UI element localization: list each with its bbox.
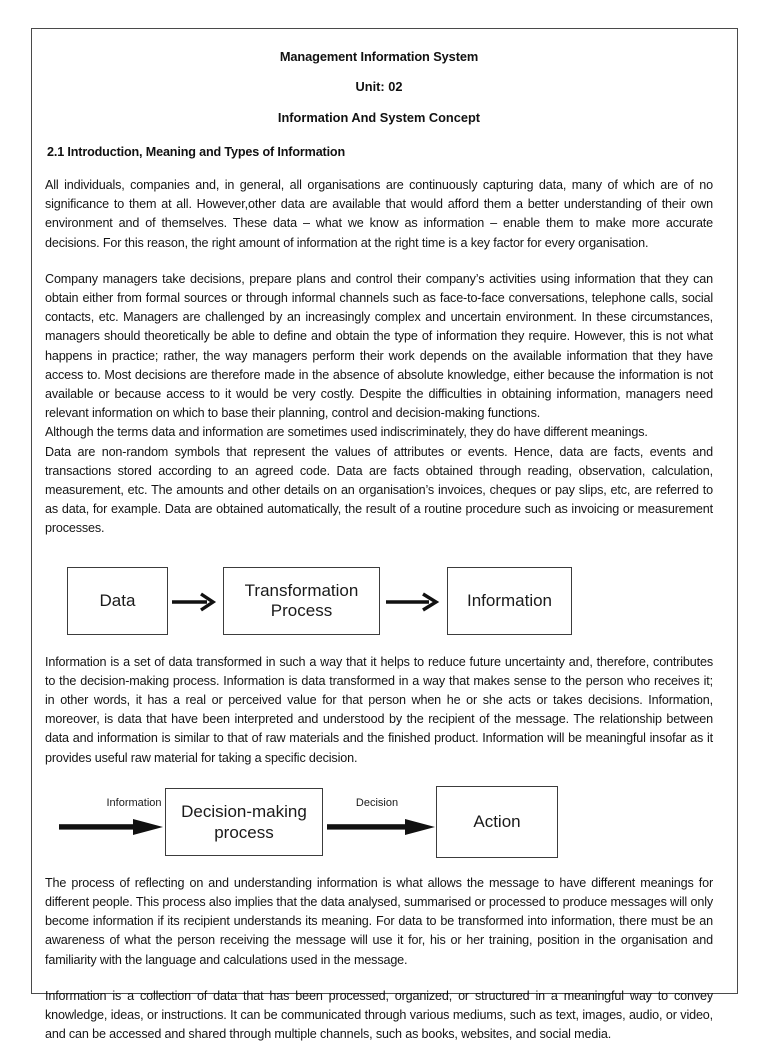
- paragraph-4: Data are non-random symbols that represent the values of attributes or events. Hence, data are facts, events and transactions stored according to an agreed code. Data are facts obtained through reading, observation, calculation, measurement, etc. The amounts and other details on an organisation’s invoices, cheques or pay slips, etc, are referred to as data, for example. Data are obtained automatically, the result of a routine procedure such as invoicing or measurement processes.: [45, 444, 713, 536]
- decision-making-flow-diagram: [45, 782, 713, 874]
- diagram2-box-decision-making-process: [165, 788, 323, 856]
- paragraph-2: Company managers take decisions, prepare plans and control their company’s activities using information that they can obtain either from formal sources or through informal channels such as face-to-face conversations, telephone calls, social contacts, etc. Managers are challenged by an increasingly complex and uncertain environment. In these circumstances, managers should theoretically be able to define and obtain the type of information they require. However, this is not what happens in practice; rather, the way managers perform their work depends on the available information that they have access to. Most decisions are therefore made in the absence of absolute knowledge, either because the information is not available or because access to it would be very costly. Despite the difficulties in obtaining information, managers need relevant information on which to base their planning, control and decision-making functions.: [45, 271, 713, 421]
- paragraph-1: All individuals, companies and, in general, all organisations are continuously capturing data, many of which are of no significance to them at all. However,other data are available that would afford them a better understanding of their own environment and of themselves. These data – what we know as information – enable them to make more accurate decisions. For this reason, the right amount of information at the right time is a key factor for every organisation.: [45, 177, 713, 250]
- document-unit: Unit: 02: [355, 78, 403, 94]
- data-transformation-flow-diagram: [45, 553, 713, 653]
- spacer: [45, 253, 713, 270]
- paragraph-3: Although the terms data and information are sometimes used indiscriminately, they do have different meanings.: [45, 425, 648, 440]
- diagram1-box-transformation-process: [223, 567, 380, 635]
- arrow-right-icon: [385, 591, 443, 613]
- paragraph-7: Information is a collection of data that has been processed, organized, or structured in a meaningful way to convey knowledge, ideas, or instructions. It can be communicated through various mediums, such as text, images, audio, or video, and can be accessed and shared through multiple channels, such as books, websites, and social media.: [45, 988, 713, 1042]
- spacer: [45, 159, 713, 176]
- document-chapter-title: Information And System Concept: [277, 109, 481, 125]
- paragraph-6: The process of reflecting on and understanding information is what allows the message to have different meanings for different people. This process also implies that the data analysed, summarised or processed to produce messages will only become information if its recipient understands its meaning. For data to be transformed into information, there must be an awareness of what the person receiving the message will use it for, his or her training, position in the organisation and familiarity with the language and calculations used in the message.: [45, 875, 713, 967]
- section-heading: 2.1 Introduction, Meaning and Types of Information: [47, 145, 346, 160]
- page-content: [45, 41, 713, 1044]
- document-title: Management Information System: [279, 49, 479, 64]
- diagram2-box-action: Action: [436, 786, 558, 858]
- paragraph-5: Information is a set of data transformed in such a way that it helps to reduce future uncertainty and, therefore, contributes to the decision-making process. Information is data transformed in a way that makes sense to the person who receives it; in other words, it has a real or perceived value for that person when he or she acts or takes decisions. Information, moreover, is data that have been interpreted and understood by the recipient of the message. The relationship between data and information is similar to that of raw materials and the finished product. Information will be meaningful insofar as it provides useful raw material for taking a specific decision.: [45, 654, 713, 765]
- diagram2-box-decision-line1: Decision-making: [181, 801, 307, 821]
- diagram2-box-decision-line2: process: [214, 822, 274, 842]
- arrow-right-icon: [171, 591, 219, 613]
- diagram2-arrow1-label: Information: [106, 796, 162, 809]
- arrow-right-filled-icon: [327, 818, 437, 836]
- diagram1-box-transformation-line1: Transformation: [244, 580, 359, 600]
- document-page: [31, 28, 738, 1042]
- diagram1-box-information: Information: [447, 567, 572, 635]
- spacer: [45, 970, 713, 987]
- diagram2-arrow2-label: Decision: [355, 796, 399, 809]
- diagram1-box-data: Data: [67, 567, 168, 635]
- diagram1-box-transformation-line2: Process: [270, 600, 333, 620]
- arrow-right-filled-icon: [59, 818, 165, 836]
